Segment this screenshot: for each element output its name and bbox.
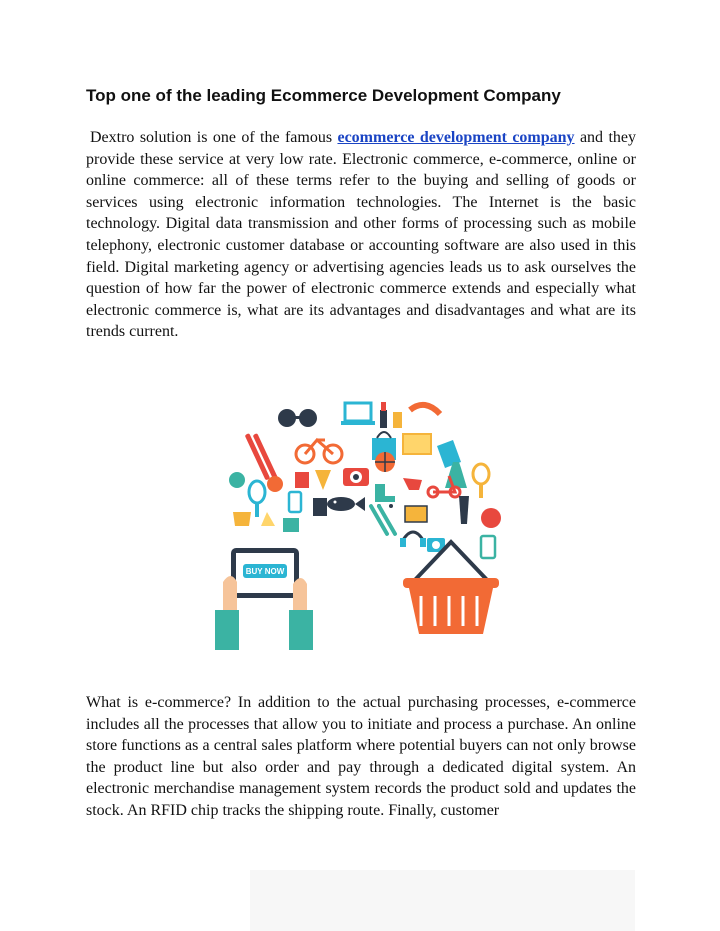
skis-icon: [245, 433, 279, 480]
sunglasses-icon: [278, 409, 317, 427]
tablet-small-icon: [403, 434, 431, 454]
shoe-icon: [261, 512, 275, 526]
body-paragraph: What is e-commerce? In addition to the actual purchasing processes, e-commerce includes all the processes that allow you to initiate and process a purchase. An online store functions as a central sales platform where potential buyers can not only browse the product line but also order and pay through a dedicated digital system. An electronic merchandise management system records the product sold and updates the stock. An RFID chip tracks the shipping route. Finally, customer: [86, 694, 636, 819]
page-footer-shade: [250, 870, 635, 931]
ski-poles-icon: [368, 503, 397, 536]
cup-icon: [229, 472, 245, 488]
tennis-racket-icon: [249, 481, 265, 517]
phone-icon: [481, 536, 495, 558]
tennis-racket-icon: [473, 464, 489, 498]
skates-icon: [375, 484, 395, 508]
shirt-icon: [283, 518, 299, 532]
camera-icon: [343, 468, 369, 486]
intro-lead-text: Dextro solution is one of the famous: [90, 129, 338, 146]
dress-icon: [459, 496, 469, 524]
bowl-icon: [481, 508, 501, 528]
orange-icon: [267, 476, 283, 492]
box-icon: [405, 506, 427, 522]
basketball-icon: [375, 452, 395, 472]
ecommerce-development-company-link[interactable]: ecommerce development company: [337, 129, 575, 146]
paint-icon: [403, 478, 422, 490]
intro-paragraph: [86, 127, 636, 343]
gift-icon: [295, 472, 309, 488]
hand-icon: [215, 576, 239, 650]
intro-rest-text: and they provide these service at very low rate. Electronic commerce, e-commerce, online or online commerce: all of these terms refer to the buying and selling of goods or services using electronic information technologies. The Internet is the basic technology. Digital data transmission and other forms of processing such as mobile telephony, electronic customer database or accounting software are also used in this field. Digital marketing agency or advertising agencies leads us to ask ourselves the question of how far the power of electronic commerce extends and especially what electronic commerce is, what are its advantages and disadvantages and what are its trends current.: [86, 129, 636, 341]
buy-now-label: BUY NOW: [245, 567, 285, 576]
ice-cream-icon: [315, 470, 331, 490]
buy-now-button[interactable]: [243, 564, 287, 578]
fish-icon: [327, 497, 365, 511]
perfume-icon: [393, 412, 402, 428]
cupcake-icon: [233, 512, 251, 526]
page-title: Top one of the leading Ecommerce Development Company: [86, 86, 561, 105]
book-icon: [313, 498, 327, 516]
lipstick-icon: [380, 402, 387, 428]
laptop-icon: [341, 403, 375, 425]
phone-icon: [289, 492, 301, 512]
croissant-icon: [410, 405, 440, 414]
headphones-icon: [400, 532, 426, 547]
bicycle-icon: [296, 440, 342, 463]
ecommerce-illustration: [205, 388, 525, 650]
